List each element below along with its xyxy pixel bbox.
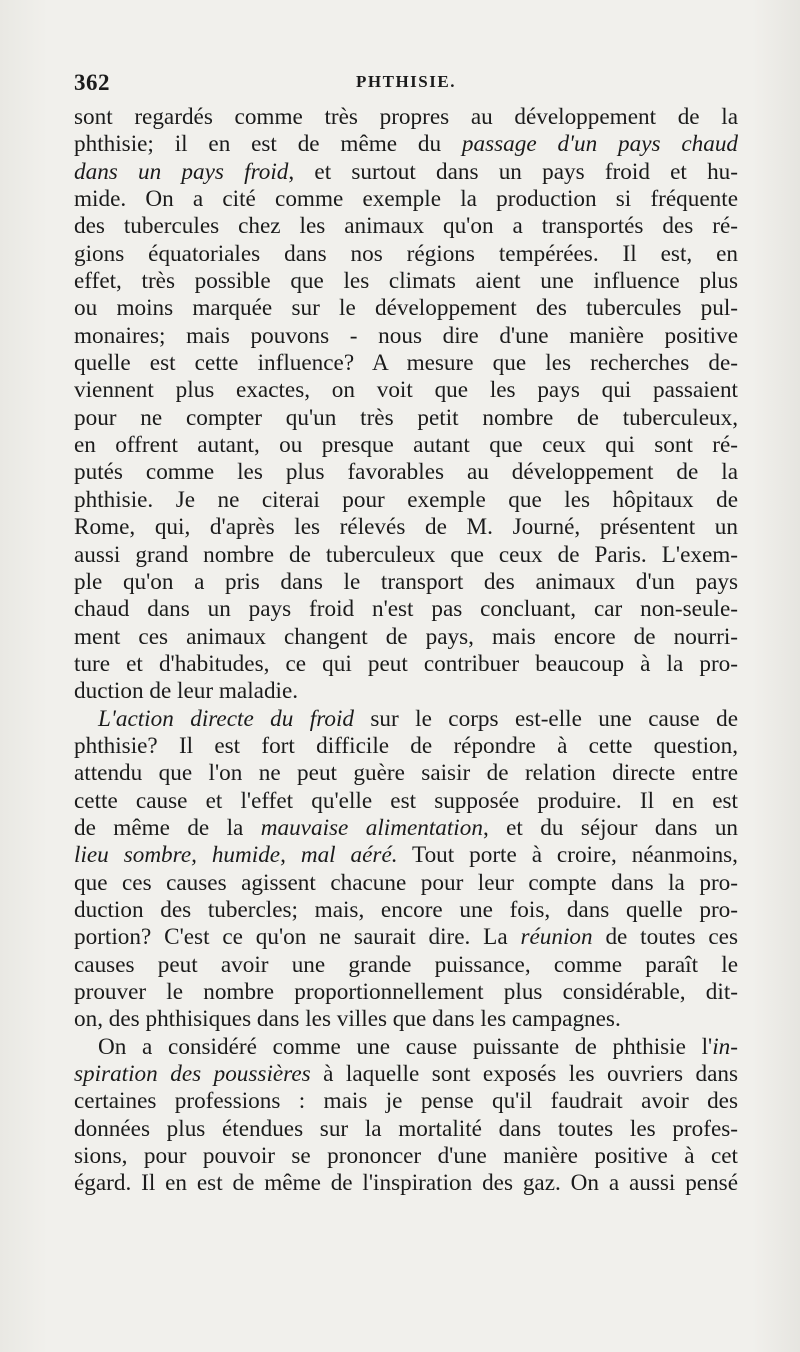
text-line (74, 1034, 738, 1061)
text-line (74, 186, 738, 213)
text-segment: putés comme les plus favorables au développement de la (74, 459, 738, 486)
text-segment: pour ne compter qu'un très petit nombre de tuberculeux, (74, 404, 738, 431)
text-line (74, 870, 738, 897)
text-line (74, 733, 738, 760)
text-line (74, 432, 738, 459)
text-segment: Rome, qui, d'après les rélevés de M. Journé, présentent un (74, 514, 738, 541)
text-line (74, 377, 738, 404)
italic-segment: réunion (520, 924, 593, 951)
text-segment: chaud dans un pays froid n'est pas concluant, car non-seule- (74, 596, 738, 623)
text-segment: sions, pour pouvoir se prononcer d'une manière positive à cet (74, 1143, 738, 1170)
text-segment: , et du séjour dans un (482, 814, 739, 841)
text-line (74, 815, 738, 842)
text-line (74, 788, 738, 815)
text-segment: On a considéré comme une cause puissante de phthisie l' (98, 1033, 713, 1060)
text-segment: certaines professions : mais je pense qu'il faudrait avoir des (74, 1088, 738, 1115)
text-segment: ture et d'habitudes, ce qui peut contribuer beaucoup à la pro- (74, 650, 738, 677)
text-segment: phthisie? Il est fort difficile de répondre à cette question, (74, 732, 738, 759)
italic-segment: dans un pays froid (74, 158, 289, 185)
text-line (74, 760, 738, 787)
text-segment: de toutes ces (592, 924, 738, 951)
text-line (74, 159, 738, 186)
text-segment: effet, très possible que les climats aient une influence plus (74, 268, 738, 295)
text-segment: en offrent autant, ou presque autant que ceux qui sont ré- (74, 432, 738, 459)
text-line (74, 1006, 738, 1033)
text-segment: sont regardés comme très propres au développement de la (74, 104, 738, 130)
text-line (74, 350, 738, 377)
text-line (74, 241, 738, 268)
text-segment: ment ces animaux changent de pays, mais encore de nourri- (74, 623, 738, 650)
text-segment: des tubercules chez les animaux qu'on a transportés des ré- (74, 213, 738, 240)
italic-segment: in- (712, 1033, 738, 1060)
text-segment: Tout porte à croire, néanmoins, (397, 842, 738, 869)
text-line (74, 104, 738, 131)
text-line (74, 1088, 738, 1115)
text-line (74, 924, 738, 951)
text-line (74, 268, 738, 295)
text-segment: à laquelle sont exposés les ouvriers dans (310, 1061, 738, 1088)
italic-segment: lieu sombre, humide, mal aéré. (74, 842, 398, 869)
text-line (74, 405, 738, 432)
text-segment: duction des tubercles; mais, encore une fois, dans quelle pro- (74, 896, 738, 923)
text-segment: ou moins marquée sur le développement des tubercules pul- (74, 295, 738, 322)
text-line (74, 706, 738, 733)
text-segment: viennent plus exactes, on voit que les pays qui passaient (74, 377, 738, 404)
text-segment: de même de la (74, 814, 261, 841)
text-segment: mide. On a cité comme exemple la production si fréquente (74, 186, 738, 213)
text-segment: prouver le nombre proportionnellement plus considérable, dit- (74, 979, 738, 1005)
text-line (74, 569, 738, 596)
text-line (74, 1143, 738, 1170)
text-line (74, 213, 738, 240)
text-segment: ple qu'on a pris dans le transport des animaux d'un pays (74, 568, 738, 595)
text-line (74, 459, 738, 486)
italic-segment: mauvaise alimentation (260, 814, 483, 841)
text-segment: aussi grand nombre de tuberculeux que ceux de Paris. L'exem- (74, 541, 738, 568)
text-segment: égard. Il en est de même de l'inspiration des gaz. On a aussi pensé (74, 1170, 738, 1197)
text-line (74, 651, 738, 678)
text-segment: phthisie; il en est de même du (74, 131, 462, 158)
text-line (74, 624, 738, 651)
text-line (74, 842, 738, 869)
text-segment: attendu que l'on ne peut guère saisir de relation directe entre (74, 760, 738, 787)
text-segment: on, des phthisiques dans les villes que dans les campagnes. (74, 1006, 621, 1033)
italic-segment: spiration des poussières (74, 1061, 311, 1088)
text-segment: gions équatoriales dans nos régions tempérées. Il est, en (74, 240, 738, 267)
text-segment: causes peut avoir une grande puissance, comme paraît le (74, 951, 738, 978)
text-segment: , et surtout dans un pays froid et hu- (288, 158, 738, 185)
text-segment: phthisie. Je ne citerai pour exemple que les hôpitaux de (74, 486, 738, 513)
text-line (74, 596, 738, 623)
text-segment: données plus étendues sur la mortalité dans toutes les profes- (74, 1115, 738, 1142)
body-text (74, 104, 738, 1198)
text-segment: duction de leur maladie. (74, 678, 299, 705)
text-line (74, 131, 738, 158)
text-line (74, 1061, 738, 1088)
text-line (74, 979, 738, 1006)
text-line (74, 295, 738, 322)
text-line (74, 952, 738, 979)
text-line (74, 514, 738, 541)
page-number: 362 (74, 70, 110, 95)
text-segment: sur le corps est-elle une cause de (354, 705, 738, 732)
text-segment: monaires; mais pouvons - nous dire d'une manière positive (74, 322, 738, 349)
italic-segment: passage d'un pays chaud (461, 131, 739, 158)
running-title: PHTHISIE. (356, 72, 456, 91)
text-line (74, 1170, 738, 1197)
text-segment: cette cause et l'effet qu'elle est supposée produire. Il en est (74, 787, 738, 814)
text-segment: que ces causes agissent chacune pour leur compte dans la pro- (74, 869, 738, 896)
text-segment: quelle est cette influence? A mesure que les recherches de- (74, 350, 738, 377)
text-line (74, 487, 738, 514)
text-segment: portion? C'est ce qu'on ne saurait dire. La (74, 924, 521, 951)
italic-segment: L'action directe du froid (98, 705, 354, 732)
text-line (74, 542, 738, 569)
text-line (74, 678, 738, 705)
page-header (74, 70, 738, 104)
text-line (74, 323, 738, 350)
text-line (74, 897, 738, 924)
text-line (74, 1116, 738, 1143)
